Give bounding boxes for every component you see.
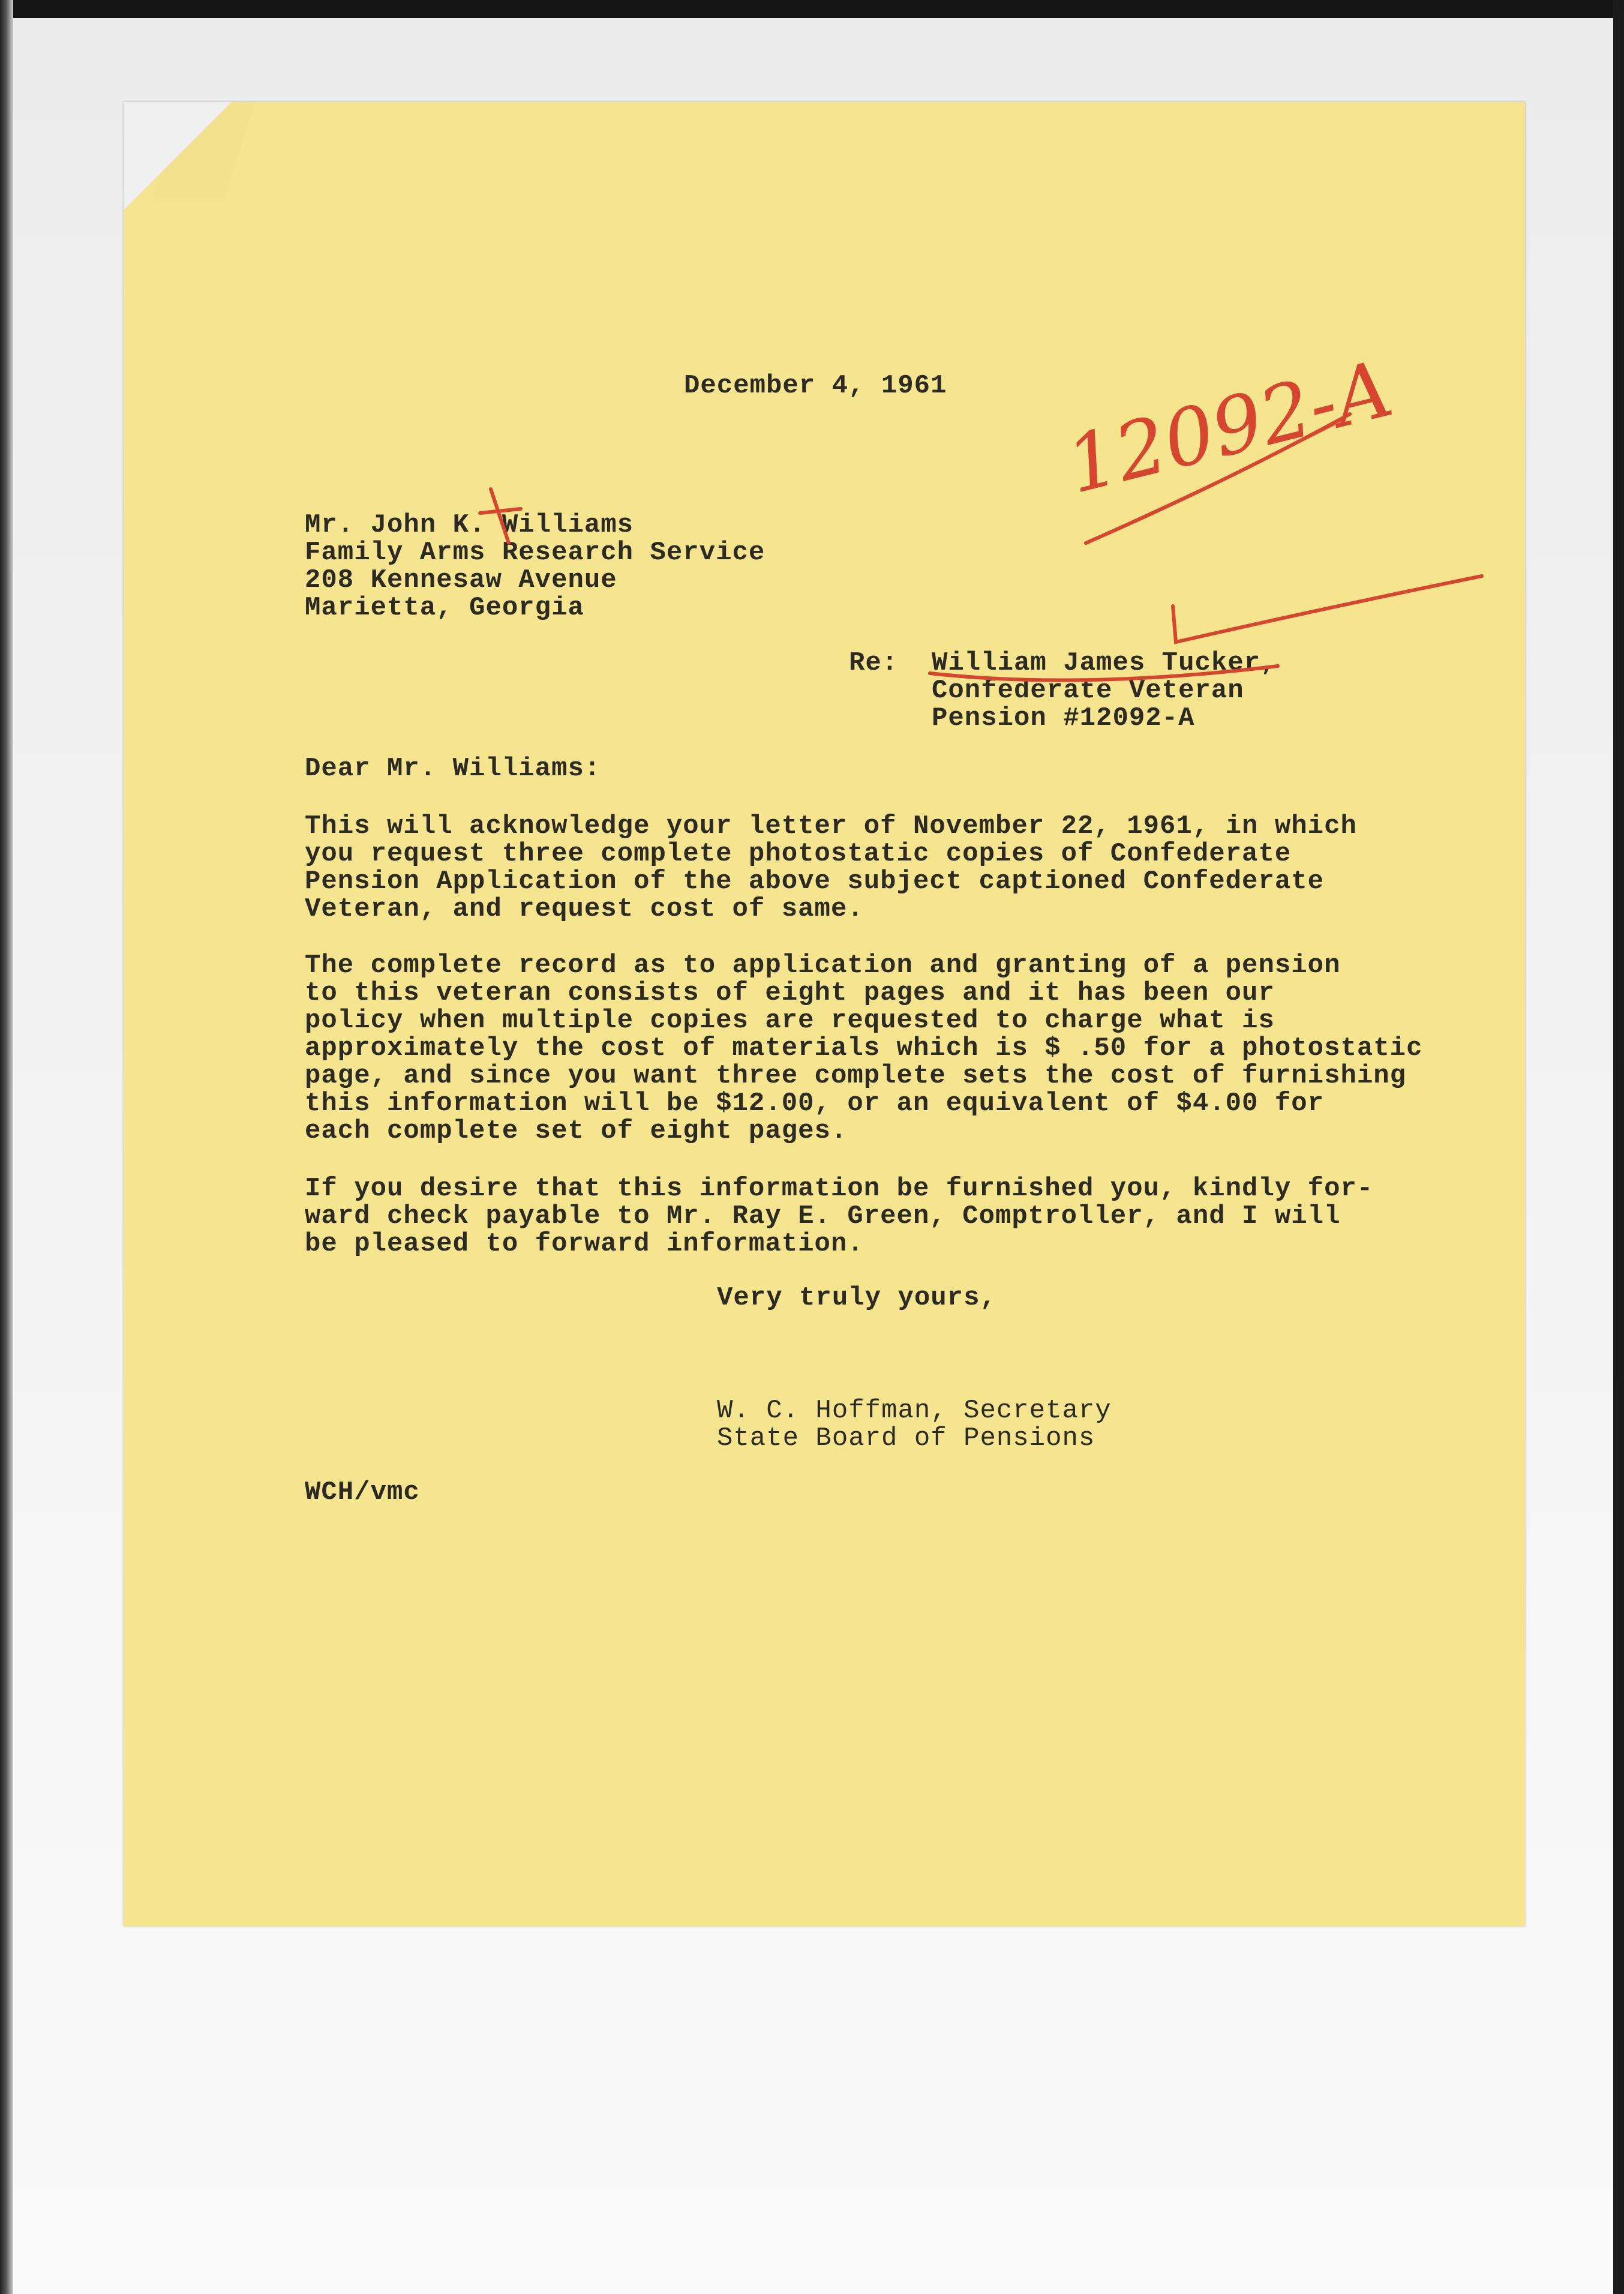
paragraph-3-line: If you desire that this information be furnished you, kindly for-: [305, 1174, 1374, 1204]
recipient-name: Mr. John K. Williams: [305, 510, 634, 540]
paragraph-2-line: approximately the cost of materials which is $ .50 for a photostatic: [305, 1033, 1423, 1063]
reference-initials: WCH/vmc: [305, 1477, 420, 1507]
paragraph-1-line: Pension Application of the above subject captioned Confederate: [305, 866, 1325, 896]
paragraph-2-line: The complete record as to application and granting of a pension: [305, 950, 1341, 980]
recipient-organization: Family Arms Research Service: [305, 538, 766, 568]
handwritten-pension-number: 12092-A: [1058, 343, 1401, 511]
folded-corner: [124, 102, 232, 210]
salutation: Dear Mr. Williams:: [305, 754, 601, 784]
re-line-1: William James Tucker,: [932, 648, 1277, 678]
paragraph-2-line: this information will be $12.00, or an equivalent of $4.00 for: [305, 1088, 1325, 1118]
paragraph-1-line: This will acknowledge your letter of November 22, 1961, in which: [305, 811, 1357, 841]
re-label: Re:: [849, 648, 899, 678]
scanner-top-edge: [0, 0, 1624, 18]
paragraph-2-line: page, and since you want three complete sets the cost of furnishing: [305, 1061, 1407, 1091]
recipient-city: Marietta, Georgia: [305, 593, 584, 623]
paragraph-2-line: policy when multiple copies are requested to charge what is: [305, 1006, 1275, 1036]
closing: Very truly yours,: [717, 1283, 996, 1313]
paragraph-1-line: you request three complete photostatic copies of Confederate: [305, 839, 1292, 869]
scanner-left-edge: [0, 0, 13, 2294]
re-line-3: Pension #12092-A: [932, 703, 1195, 733]
scanner-right-edge: [1613, 0, 1624, 2294]
recipient-street: 208 Kennesaw Avenue: [305, 565, 617, 595]
letter-date: December 4, 1961: [684, 371, 947, 401]
re-line-2: Confederate Veteran: [932, 676, 1244, 706]
signature-line-1: W. C. Hoffman, Secretary: [717, 1396, 1112, 1426]
paragraph-2-line: to this veteran consists of eight pages and it has been our: [305, 978, 1275, 1008]
paragraph-3-line: ward check payable to Mr. Ray E. Green, Comptroller, and I will: [305, 1201, 1341, 1231]
paragraph-3-line: be pleased to forward information.: [305, 1229, 864, 1259]
signature-line-2: State Board of Pensions: [717, 1423, 1095, 1453]
paragraph-2-line: each complete set of eight pages.: [305, 1116, 848, 1146]
paragraph-1-line: Veteran, and request cost of same.: [305, 894, 864, 924]
